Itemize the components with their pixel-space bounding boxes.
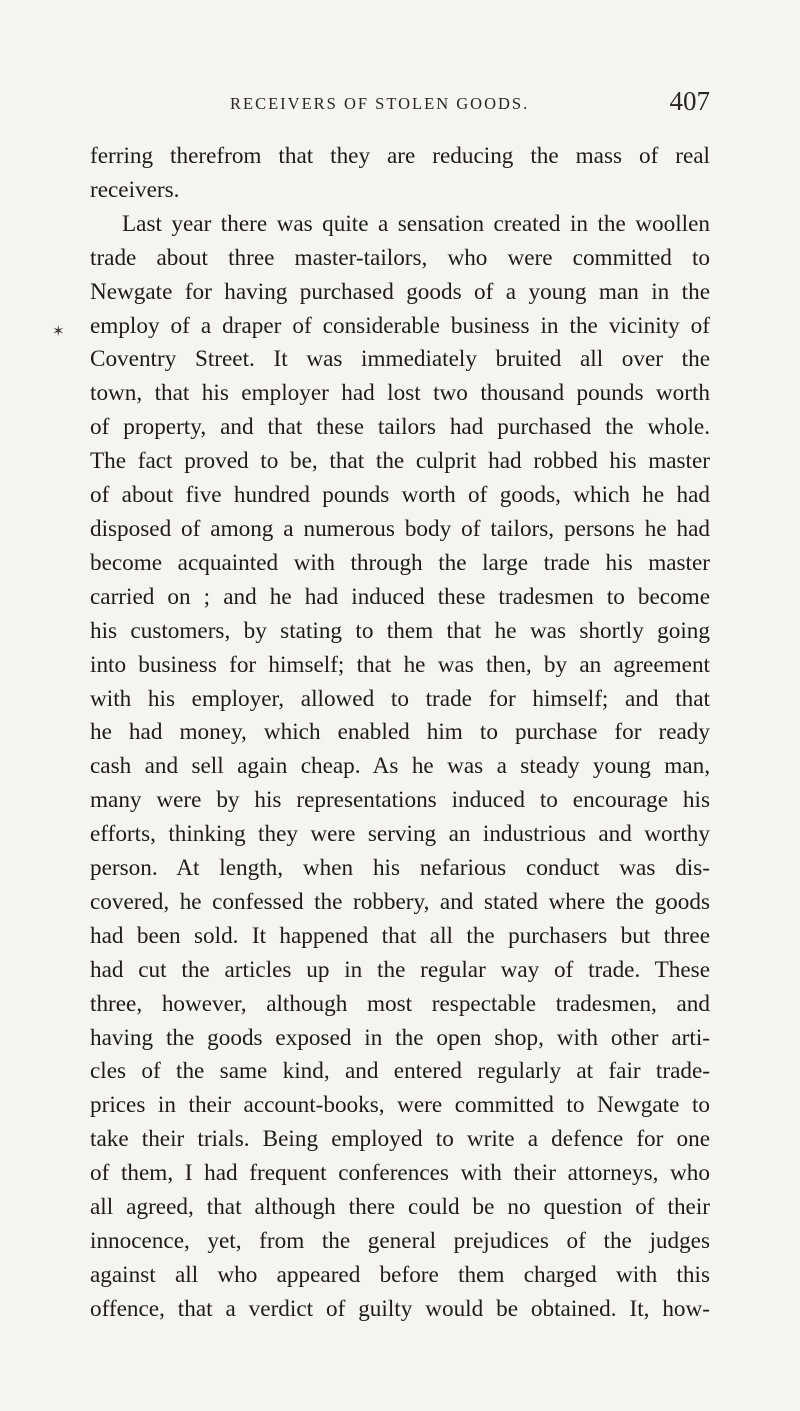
page-number: 407 [669, 86, 710, 116]
text-line: cash and sell again cheap. As he was a steady young man, [90, 753, 710, 780]
text-line: of them, I had frequent conferences with their attorneys, who [90, 1160, 710, 1187]
text-line: receivers. [90, 176, 180, 203]
text-line: employ of a draper of considerable business in the vicinity of [90, 312, 710, 339]
text-line: against all who appeared before them charged with this [90, 1261, 710, 1288]
text-line: take their trials. Being employed to write a defence for one [90, 1126, 710, 1153]
text-line: The fact proved to be, that the culprit had robbed his master [90, 448, 710, 475]
text-line: efforts, thinking they were serving an industrious and worthy [90, 821, 710, 848]
text-line: his customers, by stating to them that he was shortly going [90, 617, 710, 644]
text-line: cles of the same kind, and entered regularly at fair trade- [90, 1058, 710, 1085]
text-line: three, however, although most respectable tradesmen, and [90, 990, 710, 1017]
running-head [90, 86, 710, 126]
text-line: had cut the articles up in the regular way of trade. These [90, 956, 710, 983]
text-line: Coventry Street. It was immediately bruited all over the [90, 346, 710, 373]
text-line: Last year there was quite a sensation created in the woollen [122, 210, 710, 237]
text-line: trade about three master-tailors, who were committed to [90, 244, 710, 271]
text-line: of property, and that these tailors had purchased the whole. [90, 414, 710, 441]
running-title: RECEIVERS OF STOLEN GOODS. [230, 94, 530, 113]
text-line: into business for himself; that he was then, by an agreement [90, 651, 710, 678]
text-line: covered, he confessed the robbery, and stated where the goods [90, 888, 710, 915]
body-text [90, 140, 710, 1327]
text-line: Newgate for having purchased goods of a young man in the [90, 278, 710, 305]
text-line: carried on ; and he had induced these tradesmen to become [90, 583, 710, 610]
text-line: disposed of among a numerous body of tailors, persons he had [90, 515, 710, 542]
margin-mark-icon: ✶ [52, 324, 65, 340]
text-line: with his employer, allowed to trade for himself; and that [90, 685, 710, 712]
text-line: offence, that a verdict of guilty would be obtained. It, how- [90, 1295, 710, 1322]
text-line: become acquainted with through the large trade his master [90, 549, 710, 576]
text-line: ferring therefrom that they are reducing the mass of real [90, 143, 710, 169]
text-line: he had money, which enabled him to purchase for ready [90, 719, 710, 746]
text-line: had been sold. It happened that all the purchasers but three [90, 922, 710, 949]
text-line: many were by his representations induced to encourage his [90, 787, 710, 814]
text-line: of about five hundred pounds worth of goods, which he had [90, 482, 710, 509]
text-line: person. At length, when his nefarious conduct was dis- [90, 855, 710, 882]
text-line: town, that his employer had lost two thousand pounds worth [90, 380, 710, 407]
text-line: all agreed, that although there could be no question of their [90, 1194, 710, 1221]
text-line: prices in their account-books, were committed to Newgate to [90, 1092, 710, 1119]
text-line: having the goods exposed in the open shop, with other arti- [90, 1024, 710, 1051]
text-line: innocence, yet, from the general prejudices of the judges [90, 1228, 710, 1254]
